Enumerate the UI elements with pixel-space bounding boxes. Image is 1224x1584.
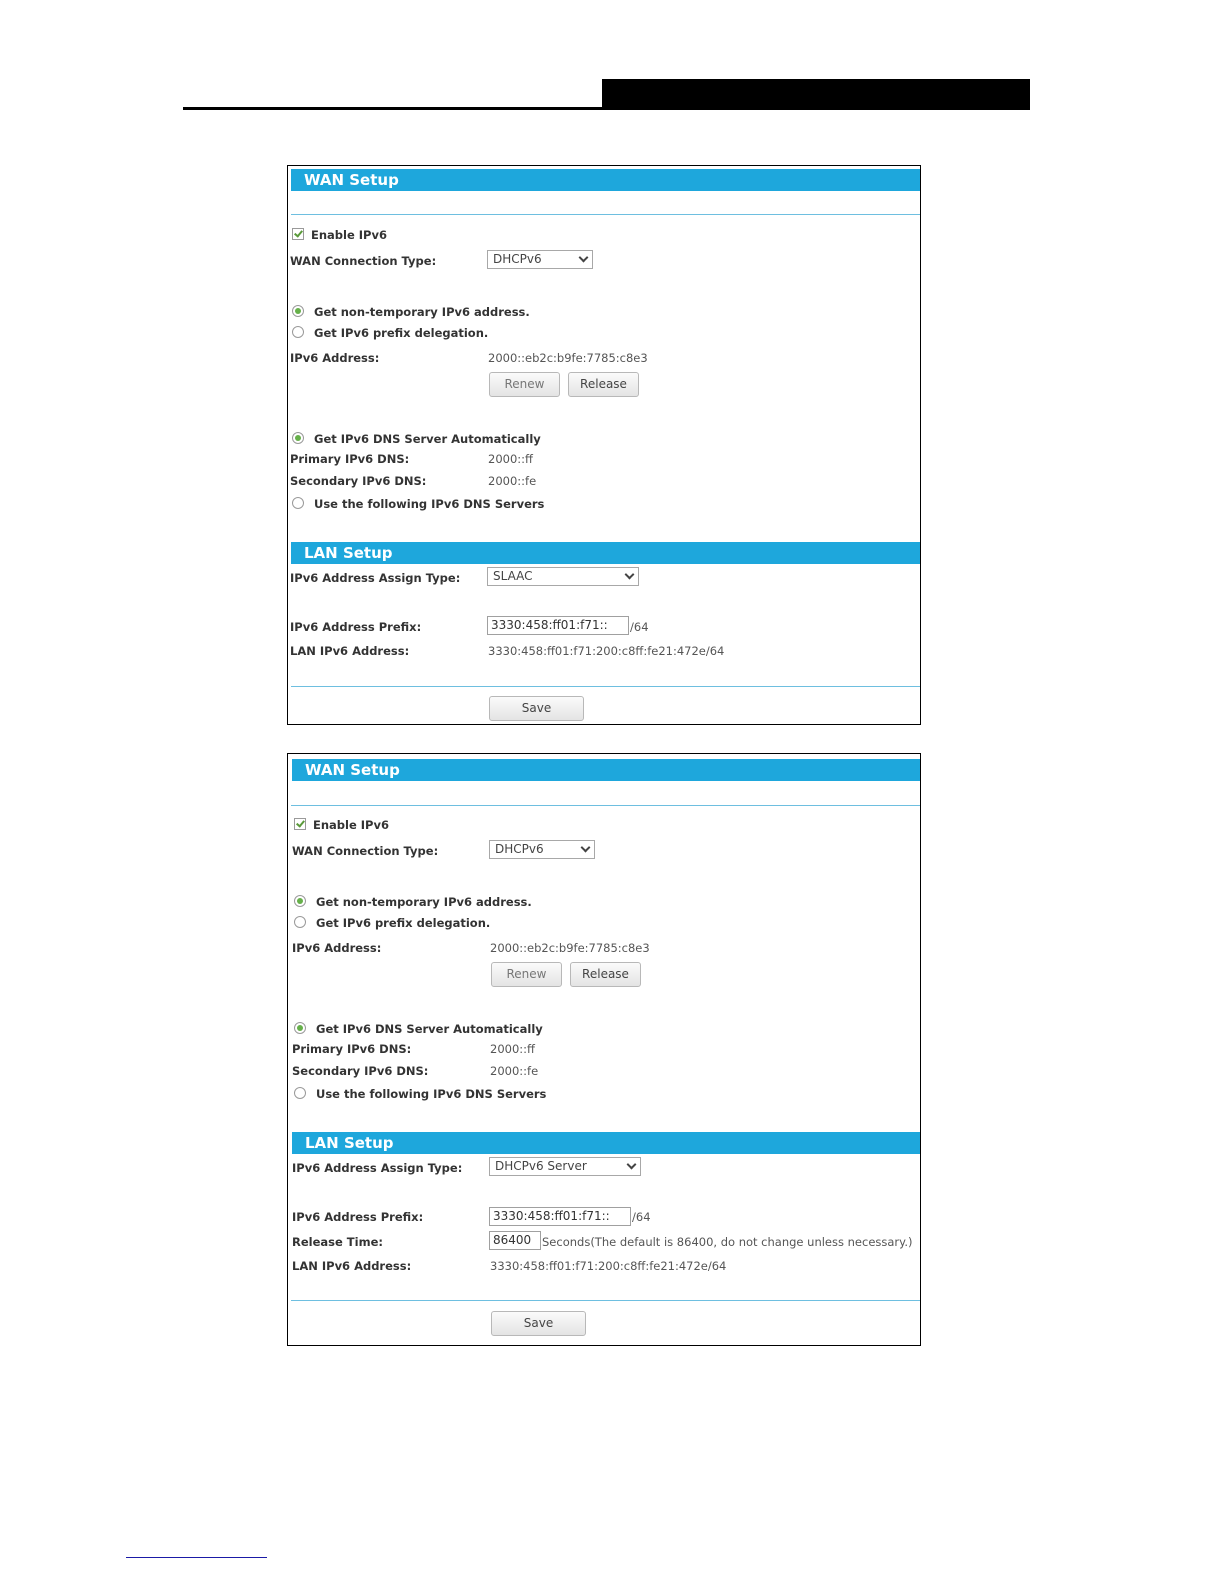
secondary-dns-label: Secondary IPv6 DNS: — [292, 1064, 429, 1078]
enable-ipv6-label: Enable IPv6 — [311, 228, 387, 242]
prefix-delegation-option[interactable] — [292, 326, 488, 340]
page-header-bar — [602, 79, 1030, 110]
address-prefix-input[interactable]: 3330:458:ff01:f71:: — [489, 1207, 631, 1226]
dns-manual-option[interactable] — [294, 1087, 546, 1101]
chevron-down-icon — [575, 251, 592, 268]
primary-dns-value: 2000::ff — [490, 1042, 535, 1056]
primary-dns-value: 2000::ff — [488, 452, 533, 466]
prefix-delegation-radio[interactable] — [294, 916, 306, 928]
chevron-down-icon — [577, 841, 594, 858]
wan-connection-type-value: DHCPv6 — [493, 252, 542, 266]
primary-dns-label: Primary IPv6 DNS: — [292, 1042, 412, 1056]
nontemp-address-label: Get non-temporary IPv6 address. — [314, 305, 530, 319]
dns-manual-label: Use the following IPv6 DNS Servers — [314, 497, 545, 511]
assign-type-label: IPv6 Address Assign Type: — [292, 1161, 463, 1175]
dns-auto-radio[interactable] — [292, 432, 304, 444]
divider — [291, 686, 920, 687]
enable-ipv6-checkbox[interactable] — [292, 228, 304, 240]
nontemp-address-radio[interactable] — [294, 895, 306, 907]
address-prefix-input[interactable]: 3330:458:ff01:f71:: — [487, 616, 629, 635]
wan-connection-type-select[interactable] — [487, 250, 593, 269]
wan-connection-type-label: WAN Connection Type: — [290, 254, 437, 268]
secondary-dns-value: 2000::fe — [488, 474, 537, 488]
enable-ipv6-row[interactable] — [294, 818, 389, 832]
renew-button[interactable]: Renew — [489, 372, 560, 397]
save-button[interactable]: Save — [489, 696, 584, 721]
prefix-delegation-option[interactable] — [294, 916, 490, 930]
release-time-hint: Seconds(The default is 86400, do not change unless necessary.) — [542, 1235, 913, 1249]
dns-auto-option[interactable] — [294, 1022, 543, 1036]
address-prefix-suffix: /64 — [632, 1210, 651, 1224]
wan-connection-type-label: WAN Connection Type: — [292, 844, 439, 858]
lan-setup-title: LAN Setup — [291, 542, 920, 564]
address-prefix-suffix: /64 — [630, 620, 649, 634]
prefix-delegation-radio[interactable] — [292, 326, 304, 338]
wan-setup-title: WAN Setup — [292, 759, 920, 781]
ipv6-address-value: 2000::eb2c:b9fe:7785:c8e3 — [488, 351, 648, 365]
chevron-down-icon — [623, 1158, 640, 1175]
ipv6-address-value: 2000::eb2c:b9fe:7785:c8e3 — [490, 941, 650, 955]
ipv6-address-label: IPv6 Address: — [290, 351, 380, 365]
release-time-label: Release Time: — [292, 1235, 383, 1249]
chevron-down-icon — [621, 568, 638, 585]
assign-type-value: DHCPv6 Server — [495, 1159, 587, 1173]
release-time-input[interactable]: 86400 — [489, 1231, 541, 1250]
wan-setup-title: WAN Setup — [291, 169, 920, 191]
dns-manual-label: Use the following IPv6 DNS Servers — [316, 1087, 547, 1101]
dns-auto-label: Get IPv6 DNS Server Automatically — [314, 432, 541, 446]
assign-type-select[interactable] — [489, 1157, 641, 1176]
nontemp-address-label: Get non-temporary IPv6 address. — [316, 895, 532, 909]
assign-type-label: IPv6 Address Assign Type: — [290, 571, 461, 585]
nontemp-address-option[interactable] — [292, 305, 530, 319]
lan-ipv6-address-label: LAN IPv6 Address: — [290, 644, 410, 658]
renew-button[interactable]: Renew — [491, 962, 562, 987]
secondary-dns-value: 2000::fe — [490, 1064, 539, 1078]
wan-connection-type-value: DHCPv6 — [495, 842, 544, 856]
release-button[interactable]: Release — [568, 372, 639, 397]
divider — [291, 805, 920, 806]
enable-ipv6-checkbox[interactable] — [294, 818, 306, 830]
ipv6-settings-panel-dhcpv6 — [287, 753, 921, 1346]
assign-type-value: SLAAC — [493, 569, 533, 583]
lan-ipv6-address-value: 3330:458:ff01:f71:200:c8ff:fe21:472e/64 — [490, 1259, 727, 1273]
enable-ipv6-label: Enable IPv6 — [313, 818, 389, 832]
ipv6-settings-panel-slaac — [287, 165, 921, 725]
lan-ipv6-address-value: 3330:458:ff01:f71:200:c8ff:fe21:472e/64 — [488, 644, 725, 658]
address-prefix-label: IPv6 Address Prefix: — [290, 620, 422, 634]
assign-type-select[interactable] — [487, 567, 639, 586]
dns-auto-label: Get IPv6 DNS Server Automatically — [316, 1022, 543, 1036]
dns-manual-radio[interactable] — [294, 1087, 306, 1099]
divider — [291, 214, 920, 215]
secondary-dns-label: Secondary IPv6 DNS: — [290, 474, 427, 488]
nontemp-address-radio[interactable] — [292, 305, 304, 317]
save-button[interactable]: Save — [491, 1311, 586, 1336]
dns-auto-option[interactable] — [292, 432, 541, 446]
release-button[interactable]: Release — [570, 962, 641, 987]
divider — [291, 1300, 920, 1301]
lan-setup-title: LAN Setup — [292, 1132, 920, 1154]
enable-ipv6-row[interactable] — [292, 228, 387, 242]
footer-link-underline — [126, 1557, 267, 1558]
dns-manual-option[interactable] — [292, 497, 544, 511]
prefix-delegation-label: Get IPv6 prefix delegation. — [316, 916, 491, 930]
address-prefix-label: IPv6 Address Prefix: — [292, 1210, 424, 1224]
primary-dns-label: Primary IPv6 DNS: — [290, 452, 410, 466]
wan-connection-type-select[interactable] — [489, 840, 595, 859]
nontemp-address-option[interactable] — [294, 895, 532, 909]
dns-auto-radio[interactable] — [294, 1022, 306, 1034]
ipv6-address-label: IPv6 Address: — [292, 941, 382, 955]
lan-ipv6-address-label: LAN IPv6 Address: — [292, 1259, 412, 1273]
prefix-delegation-label: Get IPv6 prefix delegation. — [314, 326, 489, 340]
dns-manual-radio[interactable] — [292, 497, 304, 509]
